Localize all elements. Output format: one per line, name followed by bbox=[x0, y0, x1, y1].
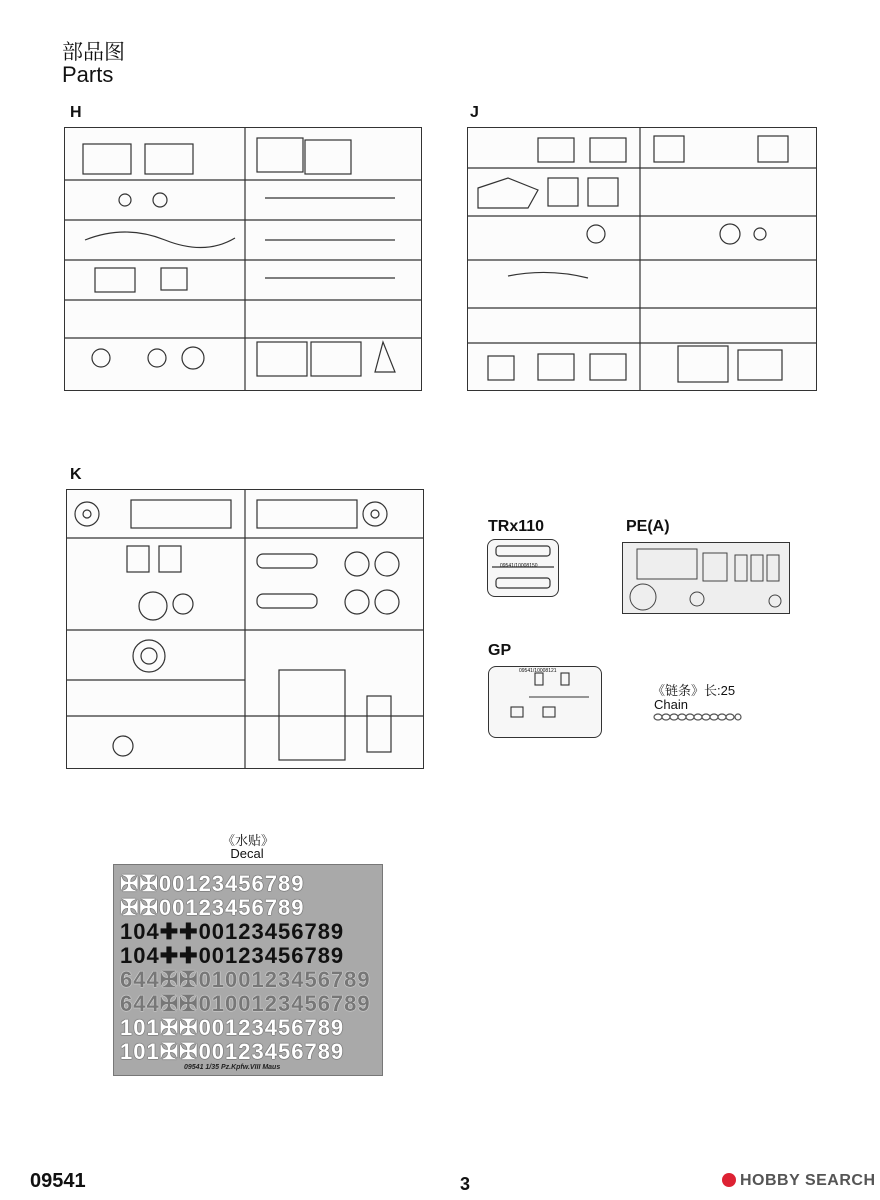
track-link-frame bbox=[487, 539, 559, 597]
gp-part-code: 09541/10008121 bbox=[519, 668, 557, 674]
sprue-trx-label: TRx110 bbox=[488, 518, 545, 535]
sprue-k-label: K bbox=[70, 466, 82, 483]
sprue-j-drawing bbox=[468, 128, 816, 390]
sprue-j-label: J bbox=[470, 104, 479, 121]
decal-row: 104✚✚00123456789 bbox=[120, 919, 345, 944]
sprue-h-drawing bbox=[65, 128, 421, 390]
page-title-chinese: 部品图 bbox=[62, 41, 125, 64]
chain-label: Chain bbox=[654, 697, 688, 712]
sprue-k-drawing bbox=[67, 490, 423, 768]
decal-row: ✠✠00123456789 bbox=[120, 871, 305, 896]
decal-sheet-footer: 09541 1/35 Pz.Kpfw.VIII Maus bbox=[184, 1064, 281, 1071]
page-number: 3 bbox=[460, 1174, 471, 1194]
sprue-k-frame bbox=[66, 489, 424, 769]
kit-number: 09541 bbox=[30, 1170, 86, 1192]
decal-row: 104✚✚00123456789 bbox=[120, 943, 345, 968]
hobby-search-logo-icon bbox=[722, 1173, 736, 1187]
chain-drawing bbox=[652, 712, 742, 722]
page-title: Parts bbox=[62, 62, 114, 87]
decal-row: 101✠✠00123456789 bbox=[120, 1015, 345, 1040]
sprue-gp-drawing bbox=[489, 667, 601, 737]
decal-row: 644✠✠0100123456789 bbox=[120, 991, 371, 1016]
sprue-gp-frame bbox=[488, 666, 602, 738]
photo-etch-drawing bbox=[623, 543, 789, 613]
photo-etch-frame bbox=[622, 542, 790, 614]
sprue-h-label: H bbox=[70, 104, 82, 121]
watermark bbox=[722, 1172, 876, 1190]
decal-row: ✠✠00123456789 bbox=[120, 895, 305, 920]
sprue-pe-label: PE(A) bbox=[626, 518, 670, 535]
track-part-code: 09541/10008150 bbox=[500, 563, 538, 569]
decal-label-chinese: 《水贴》 bbox=[222, 833, 275, 848]
chain-label-chinese: 《链条》长:25 bbox=[652, 683, 736, 698]
decal-sheet bbox=[113, 864, 383, 1076]
sprue-j-frame bbox=[467, 127, 817, 391]
sprue-h-frame bbox=[64, 127, 422, 391]
sprue-gp-label: GP bbox=[488, 642, 512, 659]
decal-row: 101✠✠00123456789 bbox=[120, 1039, 345, 1064]
decal-label: Decal bbox=[230, 846, 264, 861]
decal-row: 644✠✠0100123456789 bbox=[120, 967, 371, 992]
watermark-text: HOBBY SEARCH bbox=[740, 1172, 876, 1189]
